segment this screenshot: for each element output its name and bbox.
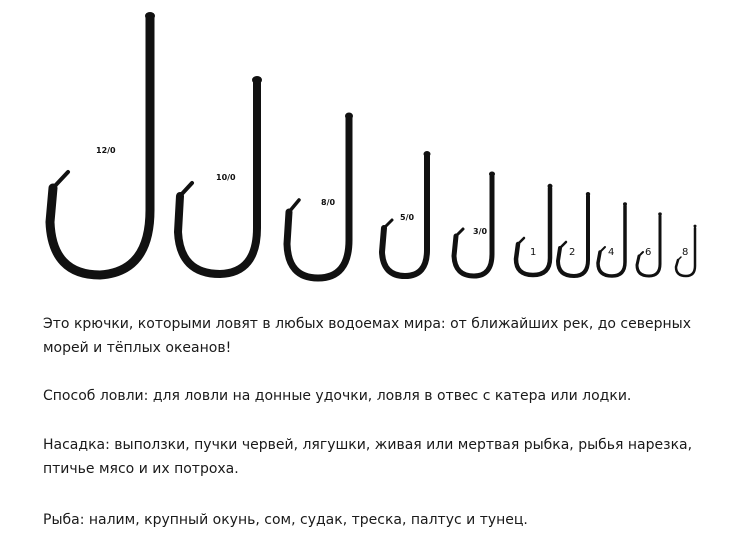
hook-size-label: 1	[530, 247, 537, 258]
hook-size-label: 12/0	[96, 146, 116, 155]
hook-8-0	[287, 118, 349, 278]
hook-size-label: 2	[569, 247, 576, 258]
hook-size-label: 10/0	[216, 173, 236, 182]
hook-2	[558, 196, 588, 276]
intro-paragraph: Это крючки, которыми ловят в любых водоемах мира: от ближайших рек, до северных морей и тёплых океанов!	[43, 316, 691, 356]
method-paragraph: Способ ловли: для ловли на донные удочки, ловля в отвес с катера или лодки.	[43, 388, 632, 404]
bait-paragraph: Насадка: выползки, пучки червей, лягушки, живая или мертвая рыбка, рыбья нарезка, птичье мясо и их потроха.	[43, 437, 693, 477]
fish-paragraph: Рыба: налим, крупный окунь, сом, судак, треска, палтус и тунец.	[43, 512, 528, 528]
hook-size-label: 6	[645, 247, 652, 258]
hook-size-label: 5/0	[400, 213, 415, 222]
hook-6	[637, 216, 660, 276]
hook-size-label: 8/0	[321, 198, 336, 207]
hook-size-label: 3/0	[473, 227, 488, 236]
hook-1	[516, 188, 550, 275]
hook-4	[598, 206, 625, 276]
hook-3-0	[454, 176, 492, 276]
hook-size-label: 8	[682, 247, 689, 258]
hook-size-label: 4	[608, 247, 615, 258]
